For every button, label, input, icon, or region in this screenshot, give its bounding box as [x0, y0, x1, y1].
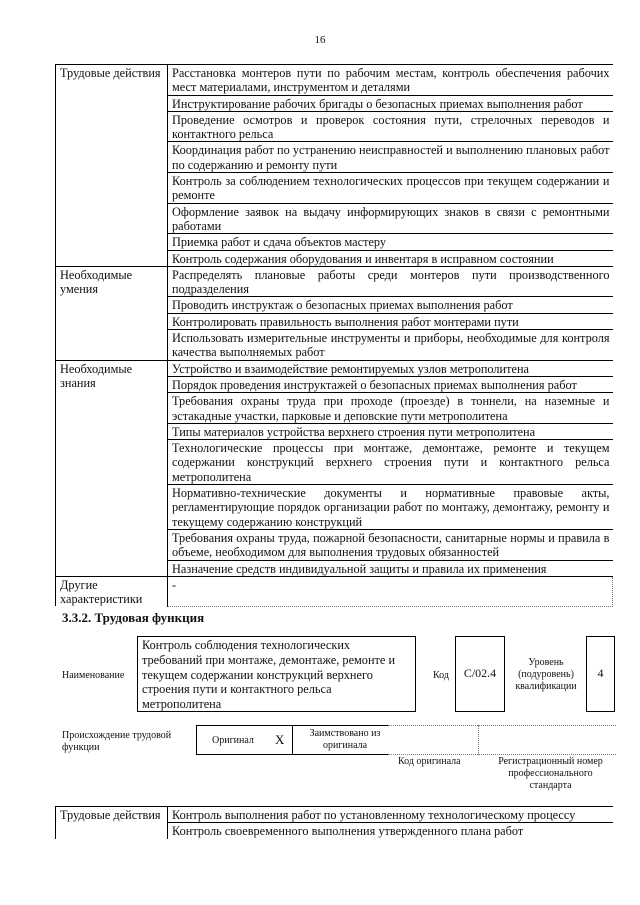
table-cell: Контроль содержания оборудования и инвентаря в исправном состоянии	[168, 250, 613, 266]
table-cell: Требования охраны труда, пожарной безопасности, санитарные нормы и правила в объеме, необходимом для выполнения трудовых обязанностей	[168, 529, 613, 560]
original-mark: X	[275, 732, 285, 747]
section-label: Другие характеристики	[56, 576, 168, 606]
borrowed-cell	[292, 725, 388, 755]
table-cell: Проводить инструктаж о безопасных приемах выполнения работ	[168, 297, 613, 313]
borrowed-label: Заимствовано из оригинала	[309, 728, 381, 751]
table-cell: Нормативно-технические документы и нормативные правовые акты, регламентирующие порядок организации работ по монтажу, демонтажу, ремонту и текущему содержанию конструкций	[168, 485, 613, 530]
original-label: Оригинал	[212, 735, 254, 746]
original-cell	[196, 725, 293, 755]
original-code-label: Код оригинала	[398, 756, 461, 767]
table-row	[56, 65, 613, 96]
qualification-level-box: 4	[586, 636, 615, 712]
section-label: Трудовые действия	[56, 65, 168, 267]
origin-divider	[478, 725, 479, 755]
table-cell: Контролировать правильность выполнения работ монтерами пути	[168, 313, 613, 329]
code-label: Код	[433, 670, 449, 681]
table-cell: Проведение осмотров и проверок состояния пути, стрелочных переводов и контактного рельса	[168, 111, 613, 142]
table-cell: Типы материалов устройства верхнего строения пути метрополитена	[168, 423, 613, 439]
table-cell: Распределять плановые работы среди монтеров пути производственного подразделения	[168, 266, 613, 297]
table-cell: Устройство и взаимодействие ремонтируемых узлов метрополитена	[168, 360, 613, 376]
page-number: 16	[314, 34, 326, 46]
function-name-label: Наименование	[62, 670, 125, 681]
table-cell: Технологические процессы при монтаже, демонтаже, ремонте и текущем содержании конструкций верхнего строения пути и контактного рельса метрополитена	[168, 440, 613, 485]
section-label: Необходимые умения	[56, 266, 168, 360]
function-name-box: Контроль соблюдения технологических требований при монтаже, демонтаже, ремонте и текущем содержании конструкций верхнего строения пути и контактного рельса метрополитена	[137, 636, 416, 712]
table-row	[56, 807, 614, 823]
table-row	[56, 360, 613, 376]
table-cell: Использовать измерительные инструменты и приборы, необходимые для контроля качества выполняемых работ	[168, 330, 613, 361]
origin-top-line	[388, 725, 616, 726]
registration-number-label: Регистрационный номер профессионального стандарта	[498, 756, 603, 791]
origin-label: Происхождение трудовой функции	[62, 730, 172, 753]
origin-bottom-line	[388, 754, 616, 755]
table-cell: Контроль своевременного выполнения утвержденного плана работ	[168, 823, 614, 839]
next-labor-actions-table	[55, 806, 613, 839]
table-cell: -	[168, 576, 613, 606]
table-cell: Контроль за соблюдением технологических процессов при текущем содержании и ремонте	[168, 173, 613, 204]
table-row	[56, 266, 613, 297]
table-cell: Требования охраны труда при проходе (проезде) в тоннели, на наземные и эстакадные участки, парковые и деповские пути метрополитена	[168, 393, 613, 424]
section-label: Трудовые действия	[56, 807, 168, 839]
table-cell: Назначение средств индивидуальной защиты и правила их применения	[168, 560, 613, 576]
section-label: Необходимые знания	[56, 360, 168, 576]
labor-requirements-table	[55, 64, 613, 607]
table-cell: Оформление заявок на выдачу информирующих знаков в связи с ремонтными работами	[168, 203, 613, 234]
section-title: 3.3.2. Трудовая функция	[62, 610, 205, 625]
table-row	[56, 576, 613, 606]
table-cell: Расстановка монтеров пути по рабочим местам, контроль обеспечения рабочих мест материалами, инструментом и деталями	[168, 65, 613, 96]
qualification-level-label: Уровень (подуровень) квалификации	[515, 657, 577, 692]
table-cell: Контроль выполнения работ по установленному технологическому процессу	[168, 807, 614, 823]
function-code-box: C/02.4	[455, 636, 505, 712]
table-cell: Порядок проведения инструктажей о безопасных приемах выполнения работ	[168, 376, 613, 392]
table-cell: Инструктирование рабочих бригады о безопасных приемах выполнения работ	[168, 95, 613, 111]
table-cell: Координация работ по устранению неисправностей и выполнению плановых работ по содержанию и ремонту пути	[168, 142, 613, 173]
table-cell: Приемка работ и сдача объектов мастеру	[168, 234, 613, 250]
